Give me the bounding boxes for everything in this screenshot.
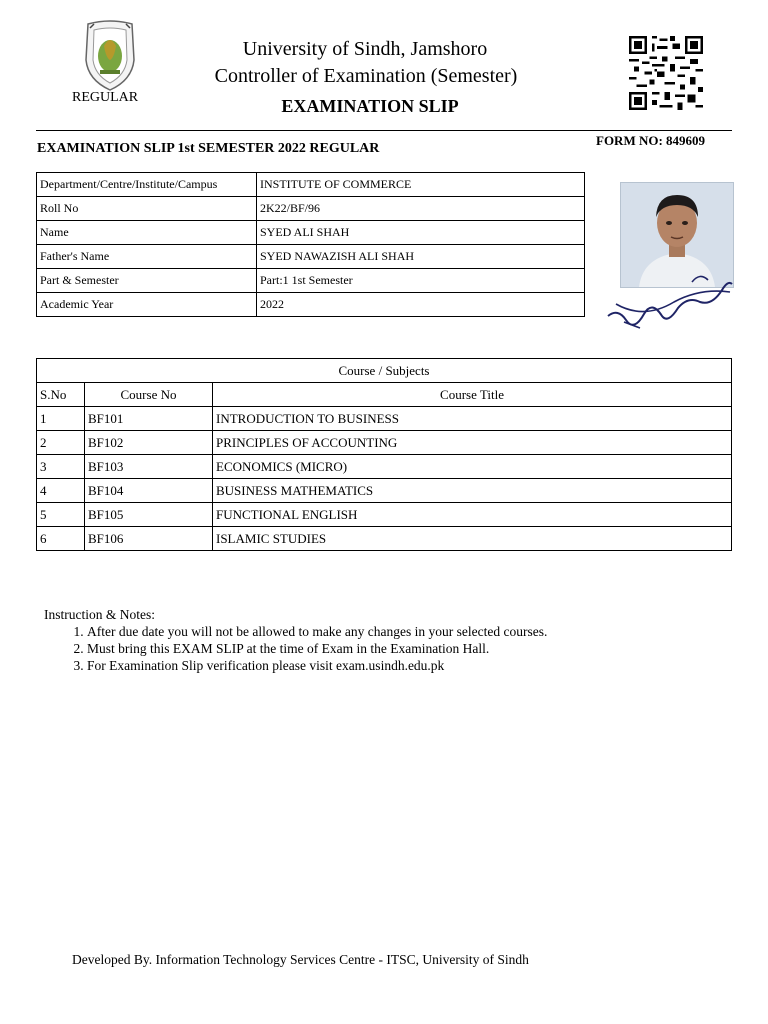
course-caption: Course / Subjects	[37, 359, 732, 383]
course-no: BF105	[85, 503, 213, 527]
university-name: University of Sindh, Jamshoro	[242, 38, 488, 60]
course-row	[37, 479, 732, 503]
regular-badge: REGULAR	[72, 90, 139, 105]
info-row-roll-no	[37, 197, 585, 221]
course-sno: 1	[37, 407, 85, 431]
info-label: Father's Name	[37, 245, 257, 269]
course-row	[37, 407, 732, 431]
course-sno: 5	[37, 503, 85, 527]
info-label: Department/Centre/Institute/Campus	[37, 173, 257, 197]
info-label: Part & Semester	[37, 269, 257, 293]
header-divider	[36, 130, 732, 131]
info-label: Academic Year	[37, 293, 257, 317]
course-no: BF102	[85, 431, 213, 455]
course-table	[36, 358, 732, 551]
course-sno: 2	[37, 431, 85, 455]
info-value: 2K22/BF/96	[257, 197, 585, 221]
header-course-no: Course No	[85, 383, 213, 407]
instruction-item: 1. After due date you will not be allowed to make any changes in your selected courses.	[87, 623, 547, 640]
university-logo	[80, 20, 140, 92]
info-value: 2022	[257, 293, 585, 317]
info-row-department	[37, 173, 585, 197]
course-no: BF106	[85, 527, 213, 551]
header-course-title: Course Title	[213, 383, 732, 407]
course-sno: 3	[37, 455, 85, 479]
qr-code-icon	[626, 36, 706, 110]
info-row-academic-year	[37, 293, 585, 317]
info-value: SYED NAWAZISH ALI SHAH	[257, 245, 585, 269]
info-row-name	[37, 221, 585, 245]
course-no: BF101	[85, 407, 213, 431]
header-sno: S.No	[37, 383, 85, 407]
course-no: BF104	[85, 479, 213, 503]
course-sno: 4	[37, 479, 85, 503]
instructions-heading: Instruction & Notes:	[44, 607, 155, 622]
form-number: FORM NO: 849609	[596, 133, 706, 148]
course-title: PRINCIPLES OF ACCOUNTING	[213, 431, 732, 455]
info-label: Name	[37, 221, 257, 245]
course-title: ISLAMIC STUDIES	[213, 527, 732, 551]
course-title: BUSINESS MATHEMATICS	[213, 479, 732, 503]
instruction-item: 3. For Examination Slip verification please visit exam.usindh.edu.pk	[87, 657, 547, 674]
info-value: INSTITUTE OF COMMERCE	[257, 173, 585, 197]
course-no: BF103	[85, 455, 213, 479]
info-label: Roll No	[37, 197, 257, 221]
info-row-part-semester	[37, 269, 585, 293]
course-sno: 6	[37, 527, 85, 551]
course-header-row	[37, 383, 732, 407]
course-row	[37, 455, 732, 479]
course-row	[37, 503, 732, 527]
controller-title: Controller of Examination (Semester)	[214, 65, 518, 87]
instructions	[44, 606, 547, 674]
course-title: ECONOMICS (MICRO)	[213, 455, 732, 479]
course-title: FUNCTIONAL ENGLISH	[213, 503, 732, 527]
footer-credit: Developed By. Information Technology Services Centre - ITSC, University of Sindh	[72, 952, 529, 967]
slip-title: EXAMINATION SLIP	[281, 96, 459, 116]
course-row	[37, 527, 732, 551]
course-row	[37, 431, 732, 455]
student-info-table	[36, 172, 585, 317]
signature	[604, 258, 738, 336]
slip-heading: EXAMINATION SLIP 1st SEMESTER 2022 REGULAR	[37, 141, 380, 156]
instructions-list	[44, 623, 547, 674]
instruction-item: 2. Must bring this EXAM SLIP at the time of Exam in the Examination Hall.	[87, 640, 547, 657]
info-row-father-name	[37, 245, 585, 269]
course-title: INTRODUCTION TO BUSINESS	[213, 407, 732, 431]
course-caption-row	[37, 359, 732, 383]
info-value: Part:1 1st Semester	[257, 269, 585, 293]
info-value: SYED ALI SHAH	[257, 221, 585, 245]
